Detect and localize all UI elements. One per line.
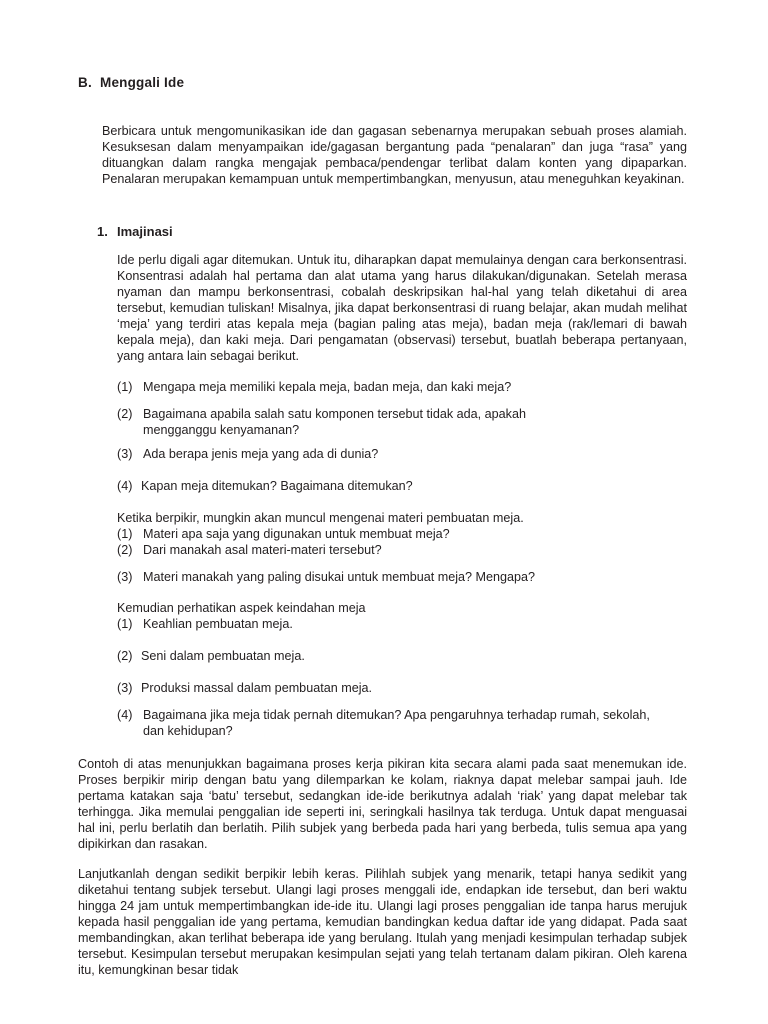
list-item: (1) Keahlian pembuatan meja. [117,617,293,631]
list-item: (1) Mengapa meja memiliki kepala meja, badan meja, dan kaki meja? [117,380,512,394]
section-heading [78,75,184,90]
contoh-paragraph: Contoh di atas menunjukkan bagaimana proses kerja pikiran kita secara alami pada saat menemukan ide. Proses berpikir mirip dengan batu yang dilemparkan ke kolam, riaknya dapat melebar sampai jauh. Ide pertama katakan saja ‘batu’ tersebut, sedangkan ide-ide berikutnya adalah ‘riak’ yang dapat melebar tak terhingga. Jika memulai penggalian ide seperti ini, seringkali hasilnya tak terduga. Untuk dapat menguasai hal ini, perlu berlatih dan berlatih. Pilih subjek yang berbeda pada hari yang berbeda, tulis semua apa yang dipikirkan dan rasakan. [78,757,687,851]
list-item: (4) Bagaimana jika meja tidak pernah ditemukan? Apa pengaruhnya terhadap rumah, sekolah, dan kehidupan? [117,708,650,738]
list-item: (3) Produksi massal dalam pembuatan meja. [117,681,372,695]
subsection-title: Imajinasi [117,224,173,239]
list-item: (2) Bagaimana apabila salah satu komponen tersebut tidak ada, apakah mengganggu kenyamanan? [117,407,526,437]
section-title: Menggali Ide [100,75,185,90]
list-item: (1) Materi apa saja yang digunakan untuk membuat meja? [117,527,450,541]
list-item: (3) Ada berapa jenis meja yang ada di dunia? [117,447,379,461]
subsection-heading [97,224,173,239]
section-number: B. [78,75,92,90]
intro-paragraph: Berbicara untuk mengomunikasikan ide dan gagasan sebenarnya merupakan sebuah proses alamiah. Kesuksesan dalam menyampaikan ide/gagasan bergantung pada “penalaran” dan juga “rasa” yang dituangkan dalam rangka mengajak pembaca/pendengar terlibat dalam konten yang dipaparkan. Penalaran merupakan kemampuan untuk mempertimbangkan, menyusun, atau meneguhkan keyakinan. [102,124,687,186]
materi-intro: Ketika berpikir, mungkin akan muncul mengenai materi pembuatan meja. [117,511,524,525]
list-item: (2) Seni dalam pembuatan meja. [117,649,305,663]
subsection-number: 1. [97,224,108,239]
lanjut-paragraph: Lanjutkanlah dengan sedikit berpikir lebih keras. Pilihlah subjek yang menarik, tetapi hanya sedikit yang diketahui tentang subjek tersebut. Ulangi lagi proses menggali ide, endapkan ide tersebut, dan beri waktu hingga 24 jam untuk mempertimbangkan ide-ide itu. Ulangi lagi proses penggalian ide tanpa harus merujuk kepada hasil penggalian ide yang pertama, kemudian bandingkan kedua daftar ide yang didapat. Pada saat membandingkan, akan terlihat beberapa ide yang berulang. Itulah yang menjadi kesimpulan terhadap subjek tersebut. Kesimpulan tersebut merupakan kesimpulan sejati yang telah tertanam dalam pikiran. Oleh karena itu, kemungkinan besar tidak [78,867,687,977]
list-item: (3) Materi manakah yang paling disukai untuk membuat meja? Mengapa? [117,570,536,584]
imajinasi-paragraph: Ide perlu digali agar ditemukan. Untuk itu, diharapkan dapat memulainya dengan cara berkonsentrasi. Konsentrasi adalah hal pertama dan alat utama yang harus dilakukan/digunakan. Setelah merasa nyaman dan mampu berkonsentrasi, cobalah deskripsikan hal-hal yang telah diketahui di area tersebut, kemudian tuliskan! Misalnya, jika dapat berkonsentrasi di ruang belajar, akan mudah melihat ‘meja’ yang terdiri atas kepala meja (bagian paling atas meja), badan meja (rak/lemari di bawah kepala meja), dan kaki meja. Dari pengamatan (observasi) tersebut, buatlah beberapa pertanyaan, yang antara lain sebagai berikut. [117,253,687,363]
list-item: (2) Dari manakah asal materi-materi tersebut? [117,543,382,557]
list-item: (4) Kapan meja ditemukan? Bagaimana ditemukan? [117,479,413,493]
keindahan-intro: Kemudian perhatikan aspek keindahan meja [117,601,366,615]
